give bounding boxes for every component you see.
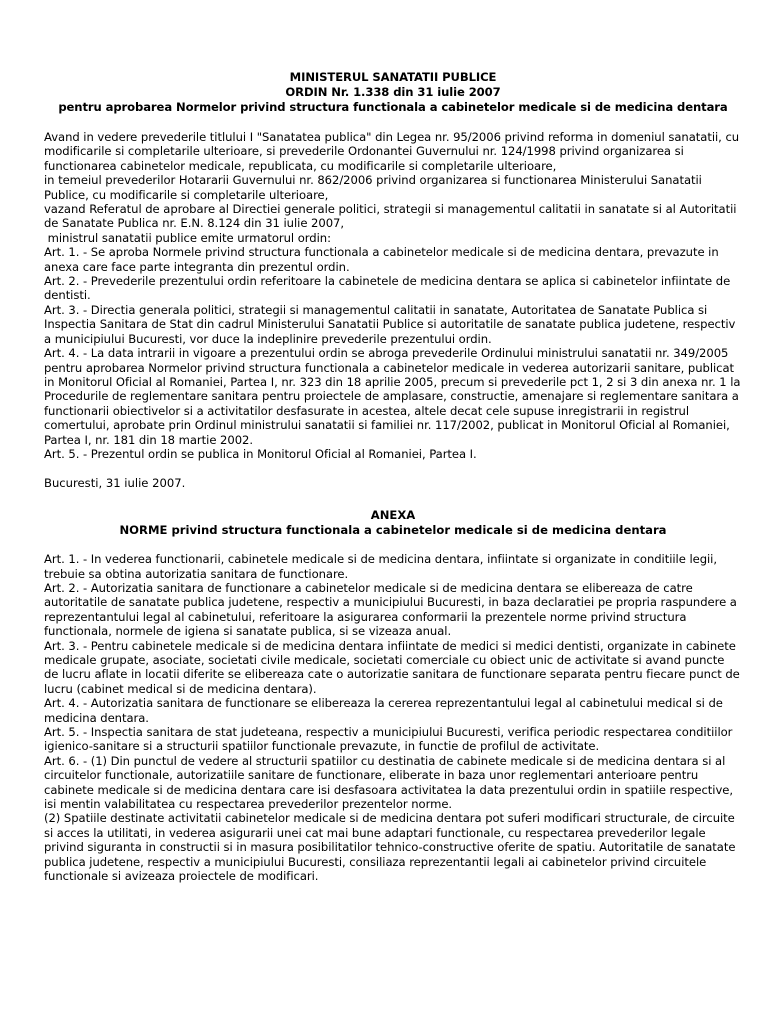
order-subject: pentru aprobarea Normelor privind structura functionala a cabinetelor medicale si de medicina dentara xyxy=(58,100,728,114)
article-4: Art. 4. - La data intrarii in vigoare a prezentului ordin se abroga prevederile Ordinului ministrului sanatatii nr. 349/2005 pentru aprobarea Normelor privind structura functionala a cabinetelor medicale in vederea autorizarii sanitare, publicat in Monitorul Oficial al Romaniei, Partea I, nr. 323 din 18 aprilie 2005, precum si prevederile pct 1, 2 si 3 din anexa nr. 1 la Procedurile de reglementare sanitara pentru proiectele de amplasare, constructie, amenajare si reglementare sanitara a functionarii obiectivelor si a activitatilor desfasurate in acestea, altele decat cele supuse inregistrarii in registrul comertului, aprobate prin Ordinul ministrului sanatatii si familiei nr. 117/2002, publicat in Monitorul Oficial al Romaniei, Partea I, nr. 181 din 18 martie 2002. xyxy=(44,346,741,447)
order-number: ORDIN Nr. 1.338 din 31 iulie 2007 xyxy=(285,85,501,99)
article-2: Art. 2. - Prevederile prezentului ordin referitoare la cabinetele de medicina dentara se aplica si cabinetelor infiintate de dentisti. xyxy=(44,274,731,303)
preamble-paragraph: vazand Referatul de aprobare al Directiei generale politici, strategii si managementul calitatii in sanatate si al Autoritatii de Sanatate Publica nr. E.N. 8.124 din 31 iulie 2007, xyxy=(44,202,737,231)
preamble-paragraph: in temeiul prevederilor Hotararii Guvernului nr. 862/2006 privind organizarea si functionarea Ministerului Sanatatii Publice, cu modificarile si completarile ulterioare, xyxy=(44,173,702,202)
annex-article-5: Art. 5. - Inspectia sanitara de stat judeteana, respectiv a municipiului Bucuresti, verifica periodic respectarea conditiilor igienico-sanitare si a structurii spatiilor functionale prevazute, in functie de profilul de activitate. xyxy=(44,725,733,754)
annex-article-3: Art. 3. - Pentru cabinetele medicale si de medicina dentara infiintate de medici si medici dentisti, organizate in cabinete medicale grupate, asociate, societati civile medicale, societati comerciale cu obiect unic de activitate si avand puncte de lucru aflate in locatii diferite se elibereaza cate o autorizatie sanitara de functionare separata pentru fiecare punct de lucru (cabinet medical si de medicina dentara). xyxy=(44,638,740,696)
preamble-paragraph: ministrul sanatatii publice emite urmatorul ordin: xyxy=(44,230,331,245)
document-header xyxy=(44,70,742,115)
annex-article-6-2: (2) Spatiile destinate activitatii cabinetelor medicale si de medicina dentara pot suferi modificari structurale, de circuite si acces la utilitati, in vederea asigurarii unei cat mai bune adaptari functionale, cu respectarea prevederilor legale privind siguranta in constructii si in masura posibilitatilor tehnico-constructive oferite de spatiu. Autoritatile de sanatate publica judetene, respectiv a municipiului Bucuresti, consiliaza reprezentantii legali ai cabinetelor privind circuitele functionale si avizeaza proiectele de modificari. xyxy=(44,811,736,884)
annex-article-2: Art. 2. - Autorizatia sanitara de functionare a cabinetelor medicale si de medicina dentara se elibereaza de catre autoritatile de sanatate publica judetene, respectiv a municipiului Bucuresti, in baza declaratiei pe propria raspundere a reprezentantului legal al cabinetului, referitoare la asigurarea conformarii la prezentele norme privind structura functionala, normele de igiena si sanatate publica, si se vizeaza anual. xyxy=(44,580,737,639)
article-1: Art. 1. - Se aproba Normele privind structura functionala a cabinetelor medicale si de medicina dentara, prevazute in anexa care face parte integranta din prezentul ordin. xyxy=(44,245,719,274)
annex-article-6-1: Art. 6. - (1) Din punctul de vedere al structurii spatiilor cu destinatia de cabinete medicale si de medicina dentara si al circuitelor functionale, autorizatiile sanitare de functionare, eliberate in baza unor reglementari anterioare pentru cabinete medicale si de medicina dentara care isi desfasoara activitatea la data prezentului ordin in spatiile respective, isi mentin valabilitatea cu respectarea prevederilor prezentelor norme. xyxy=(44,753,733,812)
article-3: Art. 3. - Directia generala politici, strategii si managementul calitatii in sanatate, Autoritatea de Sanatate Publica si Inspectia Sanitara de Stat din cadrul Ministerului Sanatatii Publice si autoritatile de sanatate publica judetene, respectiv a municipiului Bucuresti, vor duce la indeplinire prevederile prezentului ordin. xyxy=(44,302,736,346)
annex-header xyxy=(44,508,742,538)
annex-title: ANEXA xyxy=(370,508,416,523)
annex-body xyxy=(44,552,742,883)
signing-date: Bucuresti, 31 iulie 2007. xyxy=(44,475,186,490)
annex-article-1: Art. 1. - In vederea functionarii, cabinetele medicale si de medicina dentara, infiintate si organizate in conditiile legii, trebuie sa obtina autorizatia sanitara de functionare. xyxy=(44,552,717,581)
order-body xyxy=(44,130,742,461)
article-5: Art. 5. - Prezentul ordin se publica in Monitorul Oficial al Romaniei, Partea I. xyxy=(44,446,477,461)
preamble-paragraph: Avand in vedere prevederile titlului I "Sanatatea publica" din Legea nr. 95/2006 privind reforma in domeniul sanatatii, cu modificarile si completarile ulterioare, si prevederile Ordonantei Guvernului nr. 124/1998 privind organizarea si functionarea cabinetelor medicale, republicata, cu modificarile si completarile ulterioare, xyxy=(44,130,740,173)
ministry-title: MINISTERUL SANATATII PUBLICE xyxy=(289,70,497,84)
annex-subtitle: NORME privind structura functionala a cabinetelor medicale si de medicina dentara xyxy=(119,523,667,538)
annex-article-4: Art. 4. - Autorizatia sanitara de functionare se elibereaza la cererea reprezentantului legal al cabinetului medical si de medicina dentara. xyxy=(44,696,723,725)
